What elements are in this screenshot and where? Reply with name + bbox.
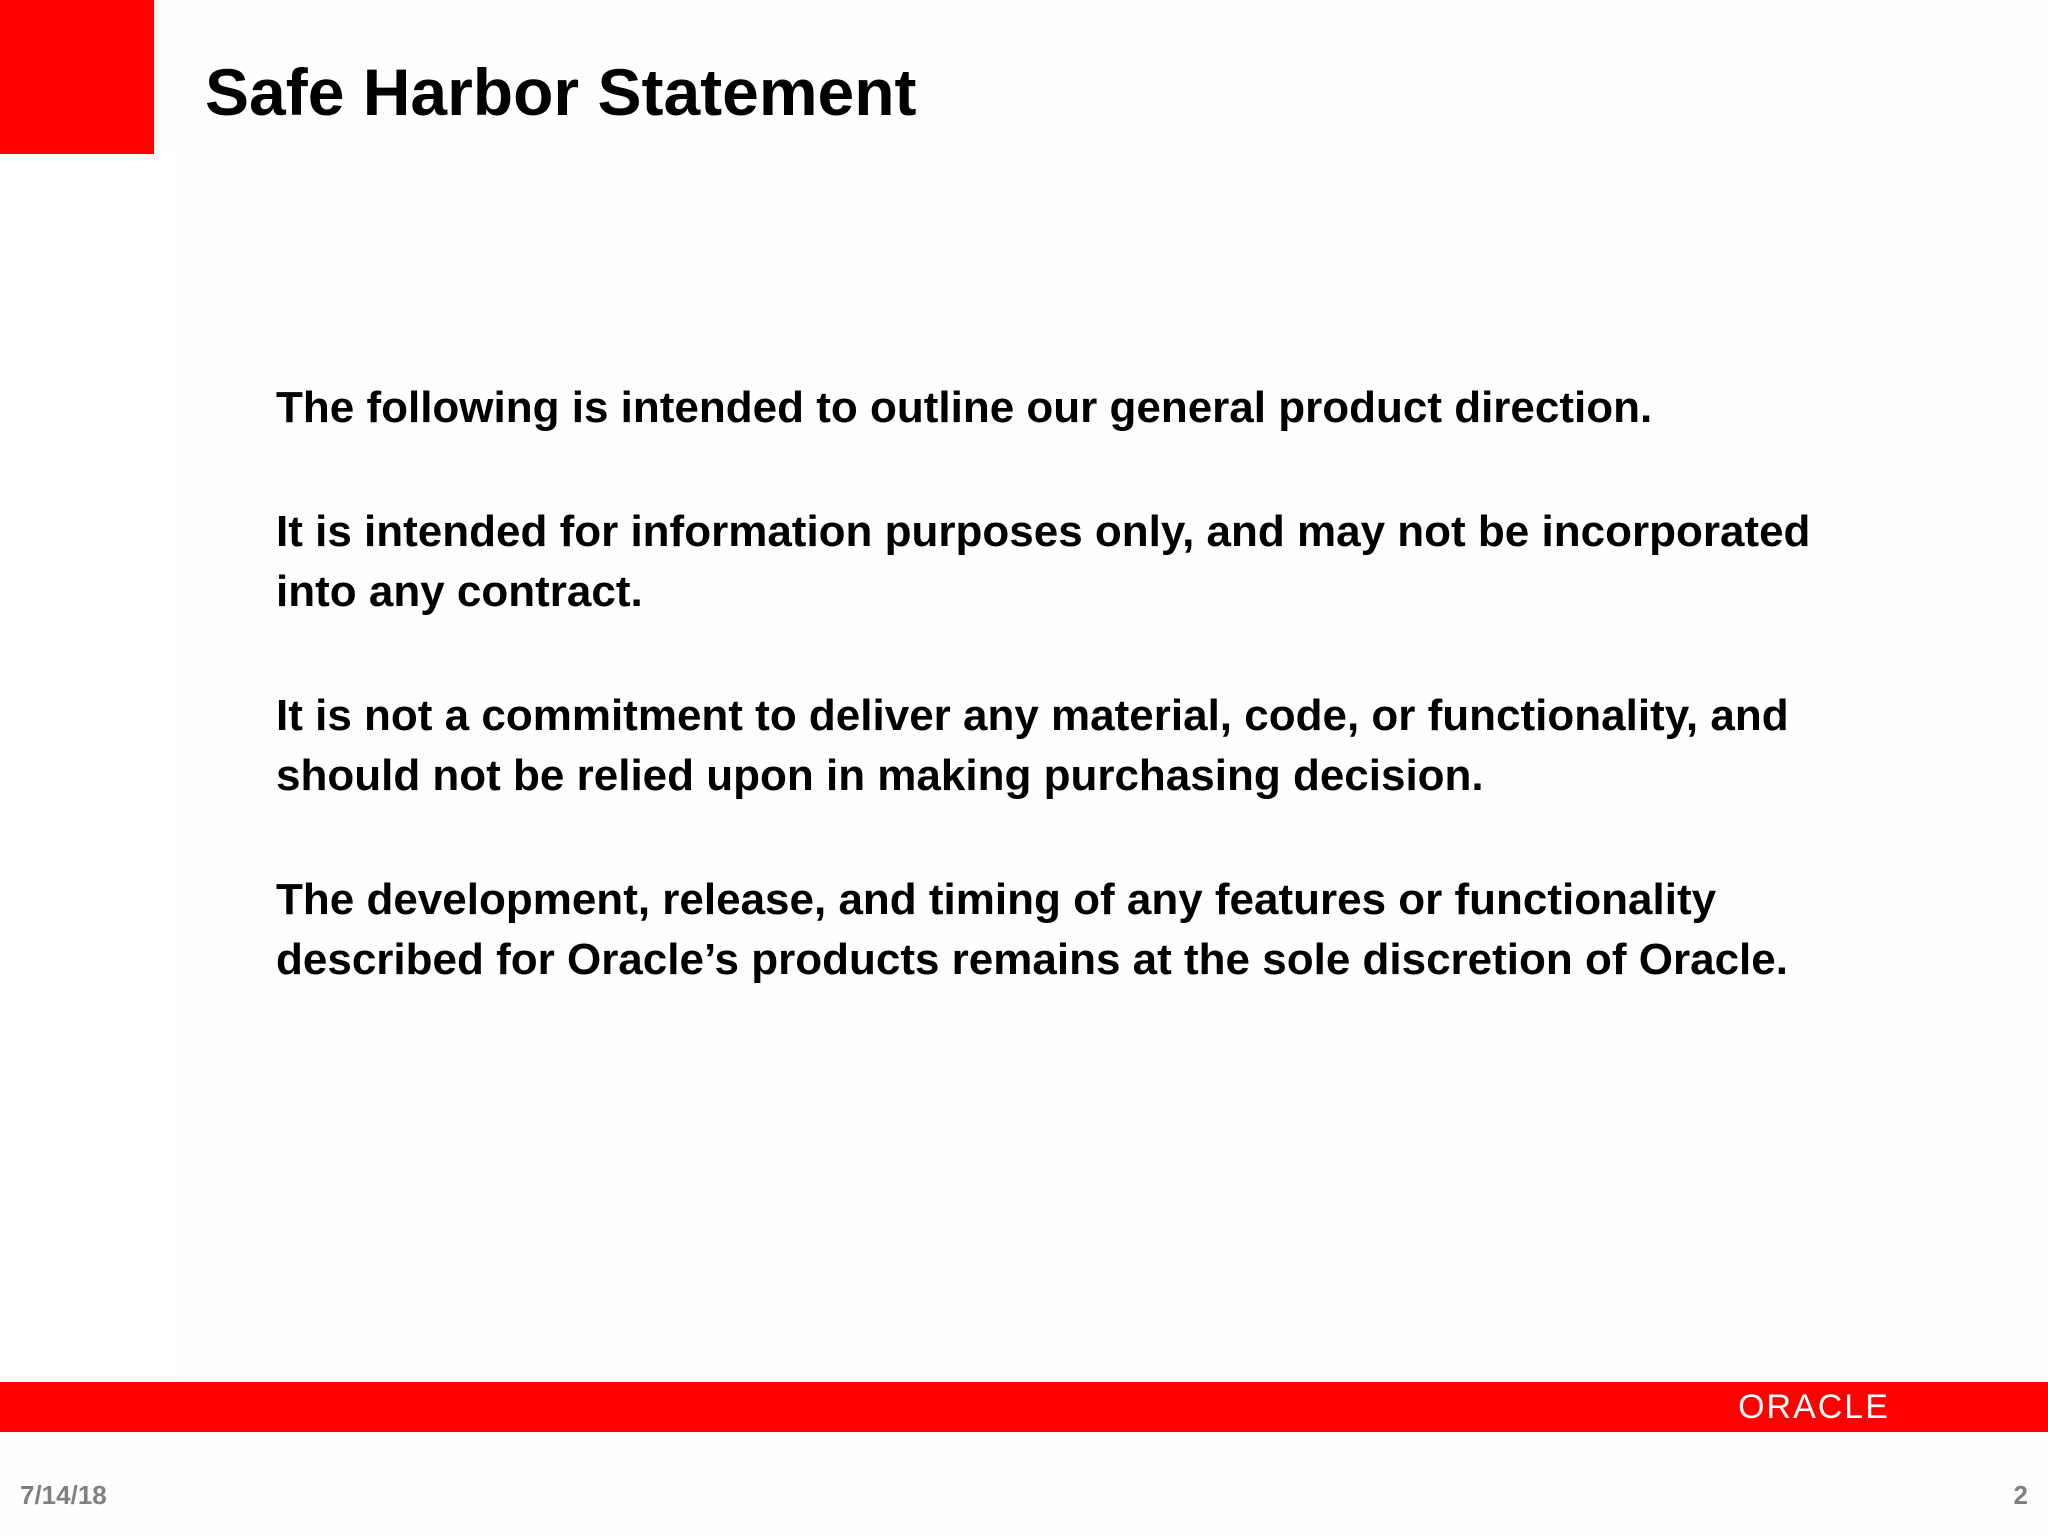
slide-title: Safe Harbor Statement: [205, 55, 917, 129]
paragraph-oracle-discretion: The development, release, and timing of any features or functionality described for Oracle’s products remains at the sole discretion of Oracle.: [276, 875, 1788, 984]
slide-body: [276, 378, 1836, 1054]
paragraph-product-direction: The following is intended to outline our general product direction.: [276, 383, 1653, 432]
oracle-logo-icon: [1708, 1391, 1920, 1423]
paragraph-no-commitment: It is not a commitment to deliver any material, code, or functionality, and should not be relied upon in making purchasing decision.: [276, 691, 1789, 800]
side-panel: [0, 154, 178, 1382]
footer-date: 7/14/18: [20, 1480, 107, 1510]
oracle-logo-wordmark: ORACLE: [1738, 1391, 1890, 1423]
oracle-logo: [1708, 1388, 1920, 1426]
paragraph-information-purposes: It is intended for information purposes only, and may not be incorporated into any contract.: [276, 507, 1811, 616]
brand-red-square: [0, 0, 154, 154]
page-number: 2: [2013, 1480, 2028, 1510]
